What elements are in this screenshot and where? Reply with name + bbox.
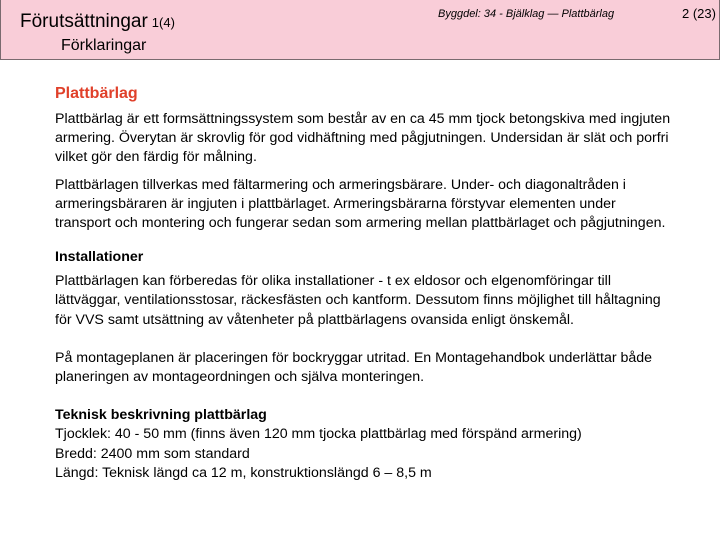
montage-paragraph: På montageplanen är placeringen för bockryggar utritad. En Montagehandbok underlättar både planeringen av montageordningen och själva monteringen.	[55, 349, 653, 386]
header-part-indicator: 1(4)	[151, 15, 175, 30]
spec-length: Längd: Teknisk längd ca 12 m, konstruktionslängd 6 – 8,5 m	[55, 465, 432, 482]
technical-heading: Teknisk beskrivning plattbärlag	[55, 407, 267, 424]
page-number: 2 (23)	[682, 6, 716, 21]
intro-paragraph: Plattbärlag är ett formsättningssystem som består av en ca 45 mm tjock betongskiva med ingjuten armering. Överytan är skrovlig för god vidhäftning med pågjutningen. Undersidan är slät och porfri vilket gör den färdig för målning.	[55, 111, 671, 166]
header-title	[20, 11, 175, 34]
spec-thickness: Tjocklek: 40 - 50 mm (finns även 120 mm tjocka plattbärlag med förspänd armering)	[55, 426, 582, 443]
header-title-text: Förutsättningar	[20, 11, 148, 32]
manufacturing-paragraph: Plattbärlagen tillverkas med fältarmering och armeringsbärare. Under- och diagonaltråden i armeringsbäraren är ingjuten i plattbärlaget. Armeringsbärarna förstyvar elementen under transport och montering och fungerar sedan som armering mellan plattbärlaget och pågjutningen.	[55, 176, 666, 232]
installations-paragraph: Plattbärlagen kan förberedas för olika installationer - t ex eldosor och elgenomföringar till lättväggar, ventilationsstosar, räckesfästen och kantform. Dessutom finns möjlighet till håltagning för VVS samt utsättning av våtenheter på plattbärlagens ovansida enligt önskemål.	[55, 273, 661, 328]
header-subtitle: Förklaringar	[61, 37, 147, 54]
spec-width: Bredd: 2400 mm som standard	[55, 445, 250, 462]
installations-heading: Installationer	[55, 249, 144, 266]
section-title: Plattbärlag	[55, 85, 138, 102]
slide-header	[0, 0, 720, 60]
breadcrumb: Byggdel: 34 - Bjälklag — Plattbärlag	[438, 8, 615, 20]
main-content	[55, 84, 675, 484]
